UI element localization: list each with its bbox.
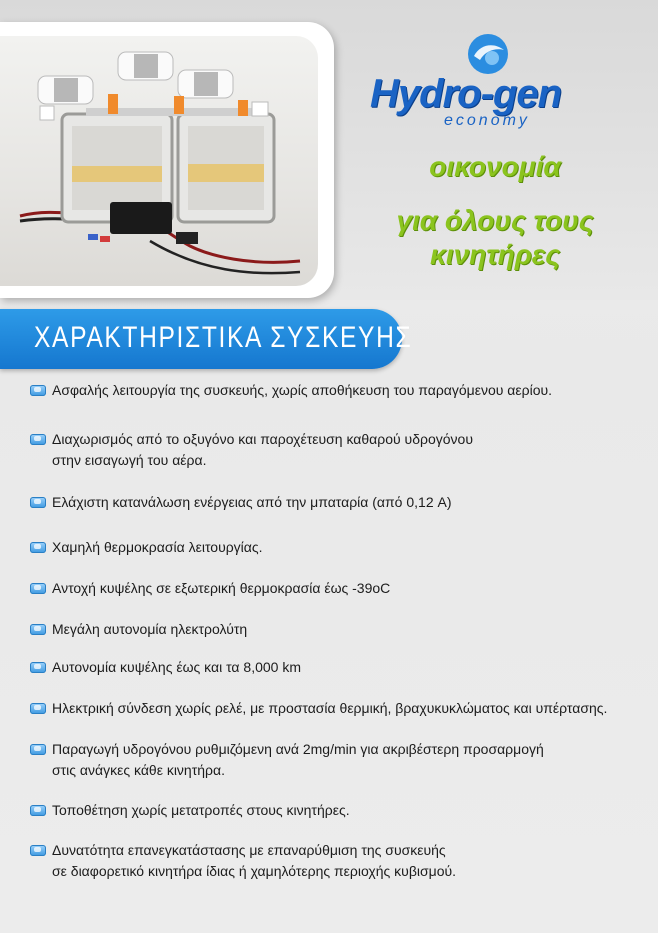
feature-text xyxy=(52,429,642,471)
bullet-icon xyxy=(30,583,46,594)
feature-text: Ασφαλής λειτουργία της συσκευής, χωρίς αποθήκευση του παραγόμενου αερίου. xyxy=(52,382,553,398)
slogan-line-2b: κινητήρες xyxy=(429,239,561,270)
slogan-line-1: οικονομία xyxy=(429,151,561,182)
feature-text-line-1: Δυνατότητα επανεγκατάστασης με επαναρύθμιση της συσκευής xyxy=(52,842,446,858)
bullet-icon xyxy=(30,624,46,635)
feature-text xyxy=(52,840,642,882)
feature-text: Μεγάλη αυτονομία ηλεκτρολύτη xyxy=(52,621,248,637)
bullet-icon xyxy=(30,744,46,755)
bullet-icon xyxy=(30,497,46,508)
bullet-icon xyxy=(30,805,46,816)
bullet-icon xyxy=(30,385,46,396)
feature-text: Ηλεκτρική σύνδεση χωρίς ρελέ, με προστασία θερμική, βραχυκυκλώματος και υπέρτασης. xyxy=(52,700,608,716)
bullet-icon xyxy=(30,703,46,714)
bullet-icon xyxy=(30,845,46,856)
bullet-icon xyxy=(30,434,46,445)
bullet-icon xyxy=(30,542,46,553)
slogan-line-2a: για όλους τους xyxy=(396,205,594,236)
feature-text: Ελάχιστη κατανάλωση ενέργειας από την μπαταρία (από 0,12 A) xyxy=(52,494,452,510)
bullet-icon xyxy=(30,662,46,673)
feature-text-line-1: Διαχωρισμός από το οξυγόνο και παροχέτευση καθαρού υδρογόνου xyxy=(52,431,473,447)
feature-text-line-2: σε διαφορετικό κινητήρα ίδιας ή χαμηλότερης περιοχής κυβισμού. xyxy=(52,863,457,879)
section-title: ΧΑΡΑΚΤΗΡΙΣΤΙΚΑ ΣΥΣΚΕΥΗΣ xyxy=(34,321,413,354)
feature-text-line-2: στις ανάγκες κάθε κινητήρα. xyxy=(52,762,225,778)
feature-text: Χαμηλή θερμοκρασία λειτουργίας. xyxy=(52,539,263,555)
feature-text: Τοποθέτηση χωρίς μετατροπές στους κινητήρες. xyxy=(52,802,350,818)
feature-text-line-2: στην εισαγωγή του αέρα. xyxy=(52,452,207,468)
feature-text-line-1: Παραγωγή υδρογόνου ρυθμιζόμενη ανά 2mg/min για ακριβέστερη προσαρμογή xyxy=(52,741,544,757)
feature-text xyxy=(52,739,642,781)
feature-text: Αυτονομία κυψέλης έως και τα 8,000 km xyxy=(52,659,301,675)
feature-text: Αντοχή κυψέλης σε εξωτερική θερμοκρασία έως -39oC xyxy=(52,580,391,596)
brand-subtitle: economy xyxy=(444,112,530,129)
brand-name: Hydro-gen xyxy=(370,72,561,116)
